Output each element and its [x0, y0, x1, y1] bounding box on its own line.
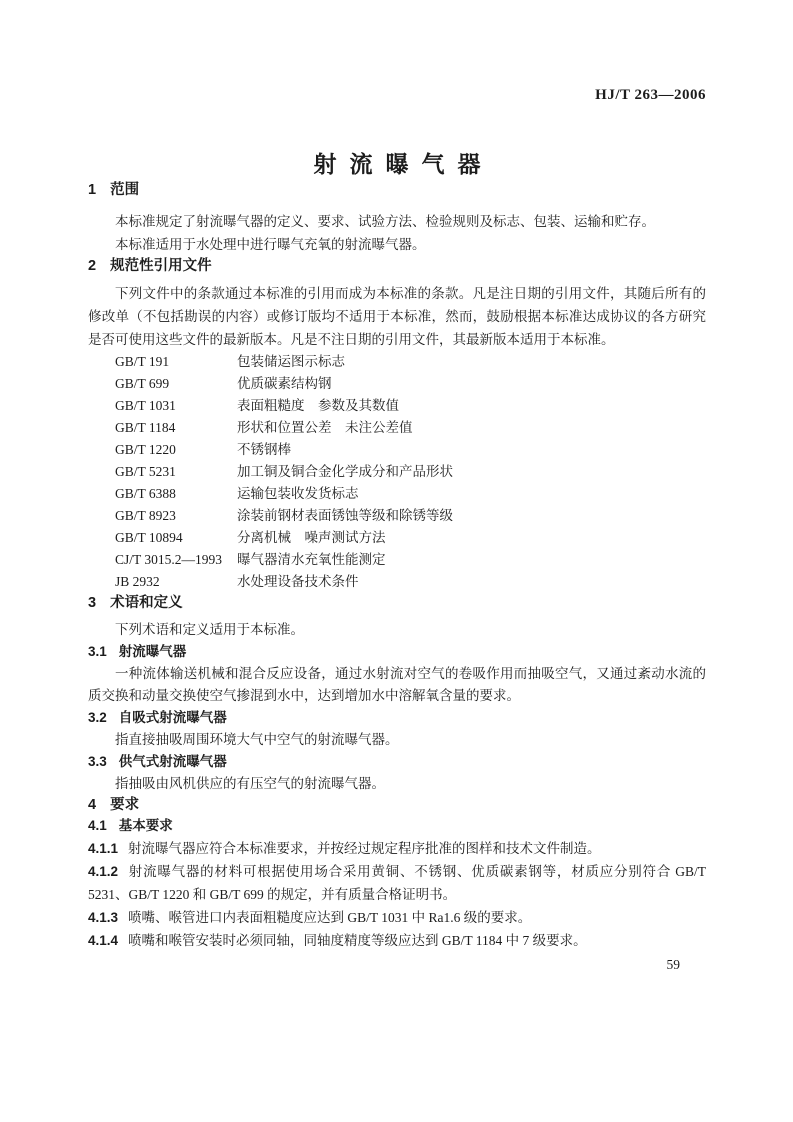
clause-paragraph — [88, 929, 706, 952]
page-number: 59 — [666, 957, 680, 972]
scope-paragraph-2: 本标准适用于水处理中进行曝气充氧的射流曝气器。 — [115, 237, 426, 252]
reference-item — [88, 461, 706, 483]
term-definition: 指直接抽吸周围环境大气中空气的射流曝气器。 — [115, 732, 399, 747]
reference-item — [88, 417, 706, 439]
subsection-title: 基本要求 — [118, 818, 173, 833]
reference-item — [88, 549, 706, 571]
reference-title: 优质碳素结构钢 — [237, 376, 332, 391]
reference-code: GB/T 1031 — [115, 398, 176, 413]
reference-code: GB/T 6388 — [115, 486, 176, 501]
reference-title: 加工铜及铜合金化学成分和产品形状 — [237, 464, 453, 479]
reference-item — [88, 571, 706, 593]
reference-code: GB/T 10894 — [115, 530, 183, 545]
section-title: 要求 — [110, 797, 140, 813]
section-number: 4 — [88, 797, 97, 813]
reference-title: 形状和位置公差 未注公差值 — [237, 420, 413, 435]
reference-item — [88, 439, 706, 461]
reference-title: 运输包装收发货标志 — [237, 486, 359, 501]
terms-section — [88, 593, 706, 795]
clause-text: 喷嘴和喉管安装时必须同轴，同轴度精度等级应达到 GB/T 1184 中 7 级要求。 — [128, 933, 587, 948]
reference-code: GB/T 1220 — [115, 442, 176, 457]
term-number: 3.1 — [88, 644, 107, 659]
term-definition: 一种流体输送机械和混合反应设备，通过水射流对空气的卷吸作用而抽吸空气，又通过紊动水流的质交换和动量交换使空气掺混到水中，达到增加水中溶解氧含量的要求。 — [88, 666, 706, 703]
section-heading-normative-references — [88, 256, 706, 276]
doc-code-header: HJ/T 263—2006 — [595, 87, 706, 103]
reference-item — [88, 395, 706, 417]
reference-item — [88, 505, 706, 527]
term-heading-jet-aerator — [88, 641, 706, 663]
clause-paragraph — [88, 860, 706, 906]
reference-title: 表面粗糙度 参数及其数值 — [237, 398, 399, 413]
term-heading-air-supplied-jet-aerator — [88, 751, 706, 773]
clause-number: 4.1.1 — [88, 841, 119, 856]
scope-paragraph-1: 本标准规定了射流曝气器的定义、要求、试验方法、检验规则及标志、包装、运输和贮存。 — [115, 214, 655, 229]
term-definition: 指抽吸由风机供应的有压空气的射流曝气器。 — [115, 776, 385, 791]
reference-title: 涂装前钢材表面锈蚀等级和除锈等级 — [237, 508, 453, 523]
reference-code: GB/T 5231 — [115, 464, 176, 479]
reference-code: GB/T 8923 — [115, 508, 176, 523]
section-heading-requirements — [88, 795, 706, 815]
clause-paragraph — [88, 837, 706, 860]
term-number: 3.2 — [88, 710, 107, 725]
section-title: 术语和定义 — [110, 595, 183, 611]
section-heading-terms-definitions — [88, 593, 706, 613]
reference-item — [88, 527, 706, 549]
section-title: 范围 — [110, 182, 140, 198]
subsection-number: 4.1 — [88, 818, 107, 833]
section-number: 1 — [88, 182, 97, 198]
clause-number: 4.1.4 — [88, 933, 119, 948]
reference-code: GB/T 699 — [115, 376, 170, 391]
reference-title: 不锈钢棒 — [237, 442, 291, 457]
term-name: 射流曝气器 — [118, 644, 187, 659]
clause-number: 4.1.3 — [88, 910, 119, 925]
section-number: 2 — [88, 258, 97, 274]
reference-title: 分离机械 噪声测试方法 — [237, 530, 386, 545]
terms-intro-paragraph: 下列术语和定义适用于本标准。 — [115, 622, 304, 637]
reference-title: 曝气器清水充氧性能测定 — [237, 552, 386, 567]
term-name: 供气式射流曝气器 — [118, 754, 227, 769]
clause-text: 射流曝气器的材料可根据使用场合采用黄铜、不锈钢、优质碳素钢等，材质应分别符合 GB/T 5231、GB/T 1220 和 GB/T 699 的规定，并有质量合格证明书。 — [88, 864, 706, 902]
reference-title: 包装储运图示标志 — [237, 354, 345, 369]
reference-item — [88, 373, 706, 395]
clause-text: 射流曝气器应符合本标准要求，并按经过规定程序批准的图样和技术文件制造。 — [128, 841, 601, 856]
clause-paragraph — [88, 906, 706, 929]
reference-title: 水处理设备技术条件 — [237, 574, 359, 589]
section-title: 规范性引用文件 — [110, 258, 212, 274]
reference-item — [88, 483, 706, 505]
section-number: 3 — [88, 595, 97, 611]
reference-code: CJ/T 3015.2—1993 — [115, 552, 223, 567]
reference-code: JB 2932 — [115, 574, 160, 589]
section-heading-scope — [88, 180, 706, 200]
reference-list — [88, 351, 706, 593]
reference-item — [88, 351, 706, 373]
term-heading-self-priming-jet-aerator — [88, 707, 706, 729]
references-intro-paragraph: 下列文件中的条款通过本标准的引用而成为本标准的条款。凡是注日期的引用文件，其随后所有的修改单（不包括勘误的内容）或修订版均不适用于本标准，然而，鼓励根据本标准达成协议的各方研究是否可使用这些文件的最新版本。凡是不注日期的引用文件，其最新版本适用于本标准。 — [88, 286, 706, 347]
term-name: 自吸式射流曝气器 — [118, 710, 227, 725]
reference-code: GB/T 191 — [115, 354, 170, 369]
reference-code: GB/T 1184 — [115, 420, 176, 435]
clause-number: 4.1.2 — [88, 864, 119, 879]
term-number: 3.3 — [88, 754, 107, 769]
clause-text: 喷嘴、喉管进口内表面粗糙度应达到 GB/T 1031 中 Ra1.6 级的要求。 — [128, 910, 532, 925]
subsection-heading-basic-requirements — [88, 815, 706, 837]
doc-title: 射流曝气器 — [313, 151, 494, 177]
